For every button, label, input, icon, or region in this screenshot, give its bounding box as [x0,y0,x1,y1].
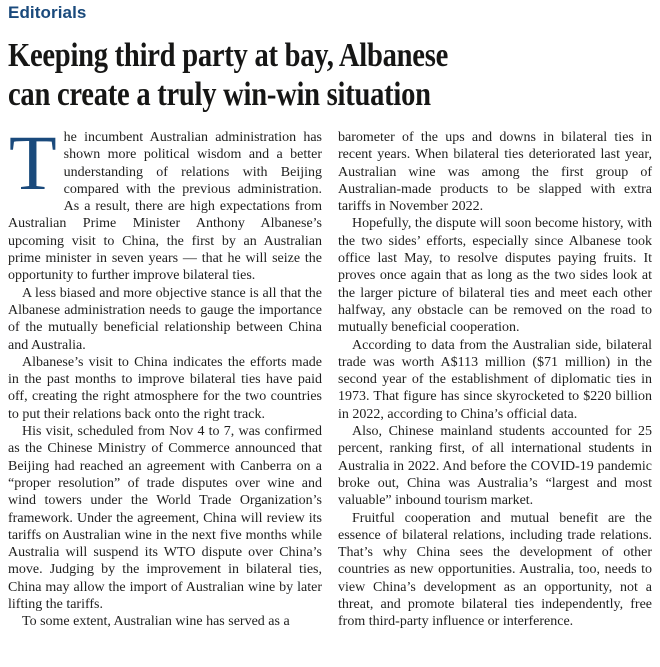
paragraph-continuation: barometer of the ups and downs in bilateral ties in recent years. When bilateral ties deteriorated last year, Australian wine was among the first group of Australian-made products to be slapped with extra tariffs in November 2022. [338,130,652,215]
paragraph: According to data from the Australian side, bilateral trade was worth A$113 million ($71 million) in the second year of the establishment of diplomatic ties in 1973. That figure has since skyrocketed to $220 billion in 2022, according to China’s official data. [338,337,652,422]
column-left [8,119,322,631]
section-label[interactable]: Editorials [8,3,87,22]
paragraph: His visit, scheduled from Nov 4 to 7, was confirmed as the Chinese Ministry of Commerce announced that Beijing had reached an agreement with Canberra on a “proper resolution” of trade disputes over wine and wind towers under the World Trade Organization’s framework. Under the agreement, China will review its tariffs on Australian wine in the next five months while Australia will suspend its WTO dispute over China’s move. Judging by the improvement in bilateral ties, China may allow the import of Australian wine by later lifting the tariffs. [8,424,322,613]
paragraph: Also, Chinese mainland students accounted for 25 percent, ranking first, of all international students in Australia in 2022. And before the COVID-19 pandemic broke out, China was Australia’s “largest and most valuable” inbound tourism market. [338,424,652,509]
lead-paragraph [8,119,322,285]
paragraph: Albanese’s visit to China indicates the efforts made in the past months to improve bilateral ties have paid off, creating the right atmosphere for the two countries to put their relations back onto the right track. [8,354,322,422]
column-right [338,129,652,631]
paragraph: A less biased and more objective stance is all that the Albanese administration needs to gauge the importance of the mutually beneficial relationship between China and Australia. [8,285,322,353]
headline-line-1: Keeping third party at bay, Albanese [8,37,449,74]
paragraph: To some extent, Australian wine has served as a [22,614,290,630]
article-headline [8,37,652,114]
drop-cap: T [9,119,57,206]
paragraph: Hopefully, the dispute will soon become history, with the two sides’ efforts, especially since Albanese took office last May, to resolve disputes paying fruits. It proves once again that as long as the two sides look at the larger picture of bilateral ties and meet each other halfway, any obstacle can be removed on the road to mutually beneficial cooperation. [338,216,652,336]
headline-line-2: can create a truly win-win situation [8,75,431,113]
paragraph: Fruitful cooperation and mutual benefit are the essence of bilateral relations, including trade relations. That’s why China sees the development of other countries as new opportunities. Australia, too, needs to view China’s development as an opportunity, not a threat, and promote bilateral ties independently, free from third-party influence or interference. [338,510,652,630]
lead-paragraph-text: he incumbent Australian administration has shown more political wisdom and a better understanding of relations with Beijing compared with the previous administration. As a result, there are high expectations from Australian Prime Minister Anthony Albanese’s upcoming visit to China, the first by an Australian prime minister in seven years — that he will seize the opportunity to further improve bilateral ties. [8,130,322,284]
article-body [8,119,652,631]
